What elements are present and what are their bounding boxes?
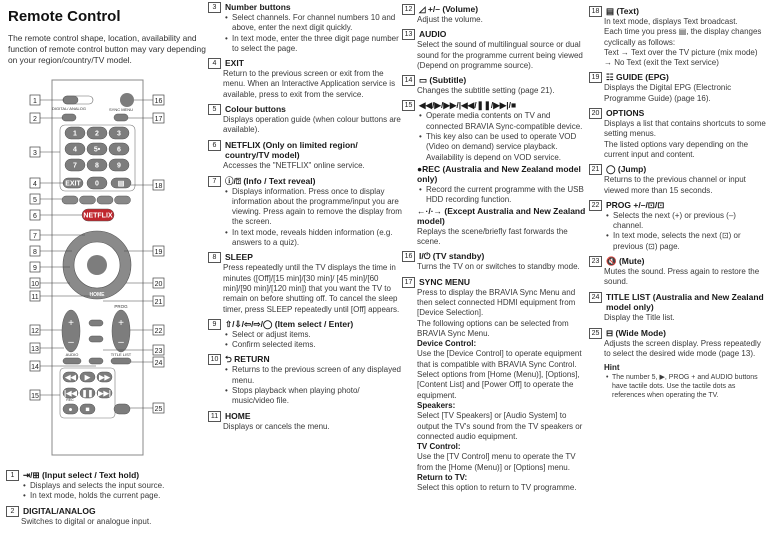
item-title: TITLE LIST (Australia and New Zealand model only) <box>606 291 764 313</box>
wide-mode-button <box>114 404 130 414</box>
item-heading <box>208 176 402 187</box>
remote-control-illustration <box>0 78 210 468</box>
item-heading <box>589 292 767 314</box>
svg-text:NETFLIX: NETFLIX <box>83 212 113 220</box>
item-heading <box>208 411 402 422</box>
item-heading <box>589 200 767 211</box>
colour-button-1 <box>62 196 78 204</box>
paragraph: Select this option to return to TV programme. <box>417 483 577 493</box>
playback-button <box>63 372 78 382</box>
svg-text:+: + <box>68 318 74 329</box>
item-title: ▤ (Text) <box>606 6 639 16</box>
paragraph: Adjust the volume. <box>417 15 483 24</box>
item-15 <box>402 100 588 247</box>
svg-text:1: 1 <box>73 130 77 138</box>
callout-16: 16 <box>154 98 163 105</box>
paragraph: Text → Text over the TV picture (mix mode) → No Text (exit the Text service) <box>604 47 758 68</box>
item-title: DIGITAL/ANALOG <box>23 505 96 516</box>
item-title: EXIT <box>225 58 244 69</box>
bullet-point: • Selects the next (+) or previous (–) channel. <box>604 211 767 232</box>
item-heading <box>589 256 767 267</box>
item-number-badge: 13 <box>402 29 415 40</box>
svg-text:◀◀: ◀◀ <box>65 374 76 382</box>
bullet-point: • Stops playback when playing photo/ music/video file. <box>223 386 402 407</box>
paragraph: Use the [TV Control] menu to operate the TV from the [Home (Menu)] or [Options] menu. <box>417 452 576 472</box>
item-number-badge: 12 <box>402 4 415 15</box>
item-number-badge: 4 <box>208 58 221 69</box>
item-25 <box>589 328 767 360</box>
paragraph: The listed options vary depending on the current input and content. <box>604 139 749 159</box>
item-heading <box>589 72 767 83</box>
rec-label: REC <box>66 398 74 402</box>
item-6 <box>208 140 402 172</box>
item-title: ◿ +/– (Volume) <box>419 4 479 14</box>
paragraph: Each time you press ▤, the display changes cyclically as follows: <box>604 27 762 47</box>
bullet-point: • Confirm selected items. <box>223 340 402 350</box>
item-title: HOME <box>225 410 251 421</box>
column-4 <box>589 6 767 400</box>
item-title: 🔇 (Mute) <box>606 256 645 267</box>
item-21 <box>589 164 767 196</box>
item-14 <box>402 75 588 96</box>
callout-7: 7 <box>33 233 37 240</box>
playback-button <box>97 388 112 398</box>
bullet-point: • In text mode, enter the three digit page number to select the page. <box>223 34 402 55</box>
item-number-badge: 15 <box>402 100 415 111</box>
callout-8: 8 <box>33 249 37 256</box>
item-16 <box>402 251 588 272</box>
audio-button <box>63 358 81 364</box>
item-title: AUDIO <box>419 29 447 40</box>
callout-6: 6 <box>33 213 37 220</box>
item-heading <box>589 108 767 119</box>
callout-20: 20 <box>154 281 163 288</box>
callout-24: 24 <box>154 360 163 367</box>
playback-button <box>63 388 78 398</box>
item-number-badge: 19 <box>589 72 602 83</box>
item-title: ▭ (Subtitle) <box>419 75 467 86</box>
item-heading <box>402 4 588 15</box>
item-heading <box>589 328 767 339</box>
paragraph: Press to display the BRAVIA Sync Menu and then select connected HDMI equipment from [Device Selection]. <box>417 287 576 318</box>
jump-button <box>89 320 103 326</box>
column-3 <box>402 4 588 498</box>
item-heading <box>589 164 767 175</box>
item-1 <box>6 470 206 502</box>
paragraph: Use the [Device Control] to operate equipment that is compatible with BRAVIA Sync Control. Select options from [Home (Menu)], [Options], [Content List] and [Power Off] to operate the equipment. <box>417 349 582 400</box>
item-heading <box>589 6 767 17</box>
column-2 <box>208 2 402 436</box>
item-title: Number buttons <box>225 2 291 12</box>
paragraph: Switches to digital or analogue input. <box>21 516 152 526</box>
item-heading <box>6 506 206 517</box>
number-button-9 <box>109 159 129 171</box>
paragraph: Turns the TV on or switches to standby mode. <box>417 262 580 272</box>
item-title: NETFLIX (Only on limited region/ country/TV model) <box>225 139 358 161</box>
item-number-badge: 7 <box>208 176 221 187</box>
item-3 <box>208 2 402 54</box>
item-number-badge: 5 <box>208 104 221 115</box>
item-title: ◀◀/▶/▶▶/|◀◀/❚❚/▶▶|/■ <box>419 100 517 111</box>
subheading: Device Control: <box>417 339 477 349</box>
svg-text:–: – <box>118 337 124 348</box>
item-number-badge: 3 <box>208 2 221 13</box>
intro-text: The remote control shape, location, availability and function of remote control button may vary depending on your region/country/TV model. <box>8 33 206 65</box>
playback-button <box>80 388 95 398</box>
title-list-button <box>111 358 131 364</box>
colour-button-3 <box>97 196 113 204</box>
item-number-badge: 10 <box>208 354 221 365</box>
svg-text:❚❚: ❚❚ <box>81 390 94 398</box>
callout-5: 5 <box>33 197 37 204</box>
item-number-badge: 8 <box>208 252 221 263</box>
callout-22: 22 <box>154 328 163 335</box>
bullet-point: • Select channels. For channel numbers 10 and above, enter the next digit quickly. <box>223 13 402 34</box>
callout-15: 15 <box>31 393 39 400</box>
colour-button-2 <box>80 196 96 204</box>
item-title: PROG +/–/⊡/⊡ <box>606 199 665 210</box>
item-title: ⇥/⊞ (Input select / Text hold) <box>23 470 140 480</box>
paragraph: In text mode, displays Text broadcast. <box>604 17 738 26</box>
item-number-badge: 22 <box>589 200 602 211</box>
svg-text:▶▶|: ▶▶| <box>98 390 111 398</box>
item-number-badge: 18 <box>589 6 602 17</box>
item-number-badge: 6 <box>208 140 221 151</box>
bullet-point: • Select or adjust items. <box>223 330 402 340</box>
callout-12: 12 <box>31 328 39 335</box>
svg-text:3: 3 <box>117 130 121 138</box>
number-button-1 <box>65 127 85 139</box>
svg-text:6: 6 <box>117 146 121 154</box>
prog-label: PROG <box>114 304 128 309</box>
item-number-badge: 2 <box>6 506 19 517</box>
paragraph: Select the sound of multilingual source or dual sound for the programme current being viewed (Depend on programme source). <box>417 40 583 70</box>
callout-18: 18 <box>154 183 163 190</box>
item-20 <box>589 108 767 160</box>
callout-1: 1 <box>33 98 37 105</box>
item-heading <box>208 252 402 263</box>
svg-text:8: 8 <box>95 162 99 170</box>
item-number-badge: 20 <box>589 108 602 119</box>
colour-button-4 <box>115 196 131 204</box>
item-5 <box>208 104 402 136</box>
input-button <box>63 96 78 104</box>
item-9 <box>208 319 402 351</box>
netflix-button <box>82 209 114 221</box>
bullet-point: • This key also can be used to operate VOD (Video on demand) service playback. Availability is depend on VOD service. <box>417 132 588 163</box>
playback-button <box>80 372 95 382</box>
subheading: Speakers: <box>417 400 456 410</box>
paragraph: Changes the subtitle setting (page 21). <box>417 86 555 96</box>
item-heading <box>208 319 402 330</box>
audio-label: AUDIO <box>65 352 79 357</box>
number-button-8 <box>87 159 107 171</box>
callout-17: 17 <box>154 116 163 123</box>
callout-14: 14 <box>31 364 39 371</box>
bullet-point: • In text mode, selects the next (⊡) or previous (⊡) page. <box>604 231 767 252</box>
subtitle-button <box>89 358 103 364</box>
item-number-badge: 1 <box>6 470 19 481</box>
digital-analog-button <box>62 114 76 121</box>
svg-text:▶: ▶ <box>84 374 91 382</box>
number-button-4 <box>65 143 85 155</box>
bullet-point: • In text mode, holds the current page. <box>21 491 206 501</box>
digital-analog-label: DIGITAL/ ANALOG <box>52 106 86 111</box>
paragraph: Accesses the "NETFLIX" online service. <box>223 161 365 171</box>
playback-button <box>97 372 112 382</box>
svg-text:–: – <box>68 337 74 348</box>
item-18 <box>589 6 767 68</box>
svg-text:5•: 5• <box>93 146 101 154</box>
item-2 <box>6 506 206 527</box>
callout-10: 10 <box>31 281 39 288</box>
item-title: SYNC MENU <box>419 276 471 287</box>
number-button-0 <box>87 177 107 189</box>
item-22 <box>589 200 767 252</box>
svg-text:●: ● <box>68 406 73 414</box>
paragraph: Displays operation guide (when colour buttons are available). <box>223 115 401 135</box>
item-heading <box>402 75 588 86</box>
item-number-badge: 23 <box>589 256 602 267</box>
hint-text: • The number 5, ▶, PROG + and AUDIO buttons have tactile dots. Use the tactile dots as references when operating the TV. <box>604 373 767 400</box>
item-number-badge: 25 <box>589 328 602 339</box>
callout-9: 9 <box>33 265 37 272</box>
number-button-6 <box>109 143 129 155</box>
bullet-point: • Displays and selects the input source. <box>21 481 206 491</box>
item-title: ⇧/⇩/⇦/⇨/◯ (Item select / Enter) <box>225 318 354 329</box>
page-title: Remote Control <box>8 8 121 25</box>
item-heading <box>208 104 402 115</box>
paragraph: Displays the Digital EPG (Electronic Programme Guide) (page 16). <box>604 83 732 103</box>
subheading: TV Control: <box>417 442 461 452</box>
item-heading <box>402 29 588 40</box>
callout-2: 2 <box>33 116 37 123</box>
item-heading <box>402 277 588 288</box>
item-heading <box>208 2 402 13</box>
item-heading <box>208 354 402 365</box>
subheading: Return to TV: <box>417 472 468 482</box>
sync-menu-button <box>114 114 128 121</box>
item-title: ⮌ RETURN <box>225 354 270 365</box>
callout-25: 25 <box>154 406 163 413</box>
column-1 <box>6 470 206 531</box>
item-title: ⊟ (Wide Mode) <box>606 327 666 338</box>
item-heading <box>208 58 402 69</box>
paragraph: Replays the scene/briefly fast forwards the scene. <box>417 226 568 247</box>
paragraph: Displays or cancels the menu. <box>223 421 330 431</box>
item-7 <box>208 176 402 249</box>
sync-menu-label: SYNC MENU <box>108 107 134 112</box>
paragraph: Displays a list that contains shortcuts to some setting menus. <box>604 119 766 139</box>
number-button-2 <box>87 127 107 139</box>
item-number-badge: 24 <box>589 292 602 303</box>
callout-3: 3 <box>33 150 37 157</box>
mute-button <box>89 336 103 342</box>
paragraph: Return to the previous screen or exit from the menu. When an Interactive Application service is available, press to exit from the service. <box>223 69 396 99</box>
bullet-point: • Record the current programme with the USB HDD recording function. <box>417 185 588 206</box>
callout-23: 23 <box>154 348 163 355</box>
bullet-point: • Returns to the previous screen of any displayed menu. <box>223 365 402 386</box>
item-19 <box>589 72 767 104</box>
item-title: I/⏻ (TV standby) <box>419 251 485 262</box>
callout-21: 21 <box>154 299 163 306</box>
subheading: ●REC (Australia and New Zealand model only) <box>417 163 581 185</box>
item-number-badge: 9 <box>208 319 221 330</box>
item-title: Colour buttons <box>225 104 286 115</box>
playback-button <box>63 404 78 414</box>
bullet-point: • Displays information. Press once to display information about the programme/input you are viewing. Press again to remove the display from the screen. <box>223 187 402 228</box>
power-button <box>120 93 134 107</box>
item-heading <box>402 251 588 262</box>
svg-text:9: 9 <box>117 162 121 170</box>
svg-text:▤: ▤ <box>117 180 125 188</box>
svg-text:2: 2 <box>95 130 99 138</box>
item-24 <box>589 292 767 324</box>
bullet-point: • In text mode, reveals hidden information (e.g. answers to a quiz). <box>223 228 402 249</box>
item-11 <box>208 411 402 432</box>
paragraph: Display the Title list. <box>604 313 675 323</box>
hint-title: Hint <box>604 363 620 373</box>
item-number-badge: 21 <box>589 164 602 175</box>
item-title: ☷ GUIDE (EPG) <box>606 72 669 83</box>
number-button-3 <box>109 127 129 139</box>
item-number-badge: 16 <box>402 251 415 262</box>
svg-text:+: + <box>118 318 124 329</box>
paragraph: Press repeatedly until the TV displays the time in minutes ([Off]/[15 min]/[30 min]/ [45 min]/[60 min]/[90 min]/[120 min]) that you want the TV to remain on before shutting off. To cancel the sleep timer, press SLEEP repeatedly until [Off] appears. <box>223 263 400 314</box>
bullet-point: • Operate media contents on TV and connected BRAVIA Sync-compatible device. <box>417 111 588 132</box>
item-8 <box>208 252 402 314</box>
item-10 <box>208 354 402 406</box>
item-number-badge: 11 <box>208 411 221 422</box>
paragraph: The following options can be selected from BRAVIA Sync Menu. <box>417 318 569 338</box>
paragraph: Adjusts the screen display. Press repeatedly to select the desired wide mode (page 13). <box>604 338 761 358</box>
item-title: SLEEP <box>225 252 253 263</box>
number-button-5 <box>87 143 107 155</box>
item-4 <box>208 58 402 100</box>
svg-text:EXIT: EXIT <box>65 180 81 188</box>
svg-text:4: 4 <box>73 146 77 154</box>
item-number-badge: 17 <box>402 277 415 288</box>
item-12 <box>402 4 588 25</box>
text-button <box>111 178 131 188</box>
svg-text:7: 7 <box>73 162 77 170</box>
callout-13: 13 <box>31 346 39 353</box>
navigation-ring <box>63 231 131 299</box>
item-title: OPTIONS <box>606 108 645 119</box>
item-17 <box>402 277 588 494</box>
paragraph: Returns to the previous channel or input viewed more than 15 seconds. <box>604 175 746 195</box>
svg-text:■: ■ <box>85 406 90 414</box>
item-heading <box>402 100 588 111</box>
title-list-label: TITLE LIST <box>110 352 132 357</box>
svg-text:0: 0 <box>95 180 99 188</box>
number-button-7 <box>65 159 85 171</box>
paragraph: Mutes the sound. Press again to restore the sound. <box>604 267 760 287</box>
playback-button <box>80 404 95 414</box>
item-number-badge: 14 <box>402 75 415 86</box>
home-label: HOME <box>89 292 105 298</box>
item-heading <box>208 140 402 162</box>
item-title: ⓘ/⍰ (Info / Text reveal) <box>225 175 316 186</box>
callout-11: 11 <box>31 294 39 301</box>
svg-text:|◀◀: |◀◀ <box>64 390 77 398</box>
item-title: ◯ (Jump) <box>606 164 647 175</box>
item-heading <box>6 470 206 481</box>
item-13 <box>402 29 588 71</box>
exit-button <box>63 178 83 188</box>
subheading: ←·/·→ (Except Australia and New Zealand model) <box>417 206 586 227</box>
callout-4: 4 <box>33 181 37 188</box>
svg-text:▶▶: ▶▶ <box>99 374 110 382</box>
item-23 <box>589 256 767 288</box>
paragraph: Select [TV Speakers] or [Audio System] to output the TV's sound from the TV speakers or connected audio equipment. <box>417 411 583 441</box>
callout-19: 19 <box>154 249 163 256</box>
